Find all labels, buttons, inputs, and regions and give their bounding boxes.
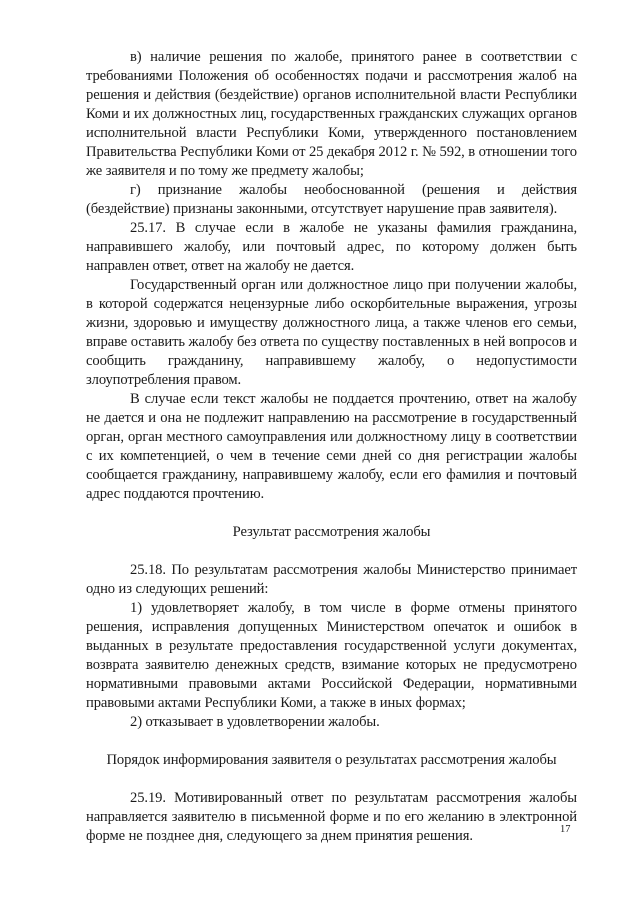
- section-heading-informing: Порядок информирования заявителя о результатах рассмотрения жалобы: [106, 752, 557, 768]
- paragraph-offensive-content: Государственный орган или должностное лицо при получении жалобы, в которой содержатся нецензурные либо оскорбительные выражения, угрозы жизни, здоровью и имуществу должностного лица, а также членов его семьи, вправе оставить жалобу без ответа по существу поставленных в ней вопросов и сообщить гражданину, направившему жалобу, о недопустимости злоупотребления правом.: [86, 277, 577, 388]
- paragraph-25-19: 25.19. Мотивированный ответ по результатам рассмотрения жалобы направляется заявителю в письменной форме и по его желанию в электронной форме не позднее дня, следующего за днем принятия решения.: [86, 790, 577, 844]
- page-number: 17: [560, 824, 571, 835]
- section-heading-result: Результат рассмотрения жалобы: [232, 524, 431, 540]
- document-body: [86, 48, 577, 846]
- paragraph-25-17: 25.17. В случае если в жалобе не указаны фамилия гражданина, направившего жалобу, или почтовый адрес, по которому должен быть направлен ответ, ответ на жалобу не дается.: [86, 220, 577, 274]
- paragraph-item-v: в) наличие решения по жалобе, принятого ранее в соответствии с требованиями Положения об особенностях подачи и рассмотрения жалоб на решения и действия (бездействие) органов исполнительной власти Республики Коми и их должностных лиц, государственных гражданских служащих органов исполнительной власти Республики Коми, утвержденного постановлением Правительства Республики Коми от 25 декабря 2012 г. № 592, в отношении того же заявителя и по тому же предмету жалобы;: [86, 49, 577, 179]
- paragraph-decision-1: 1) удовлетворяет жалобу, в том числе в форме отмены принятого решения, исправления допущенных Министерством опечаток и ошибок в выданных в результате предоставления государственной услуги документах, возврата заявителю денежных средств, взимание которых не предусмотрено нормативными правовыми актами Российской Федерации, нормативными правовыми актами Республики Коми, а также в иных формах;: [86, 600, 577, 711]
- paragraph-item-g: г) признание жалобы необоснованной (решения и действия (бездействие) признаны законными, отсутствует нарушение прав заявителя).: [86, 182, 577, 217]
- paragraph-decision-2: 2) отказывает в удовлетворении жалобы.: [130, 714, 380, 730]
- paragraph-25-18: 25.18. По результатам рассмотрения жалобы Министерство принимает одно из следующих решений:: [86, 562, 577, 597]
- paragraph-unreadable-text: В случае если текст жалобы не поддается прочтению, ответ на жалобу не дается и она не подлежит направлению на рассмотрение в государственный орган, орган местного самоуправления или должностному лицу в соответствии с их компетенцией, о чем в течение семи дней со дня регистрации жалобы сообщается гражданину, направившему жалобу, если его фамилия и почтовый адрес поддаются прочтению.: [86, 391, 577, 502]
